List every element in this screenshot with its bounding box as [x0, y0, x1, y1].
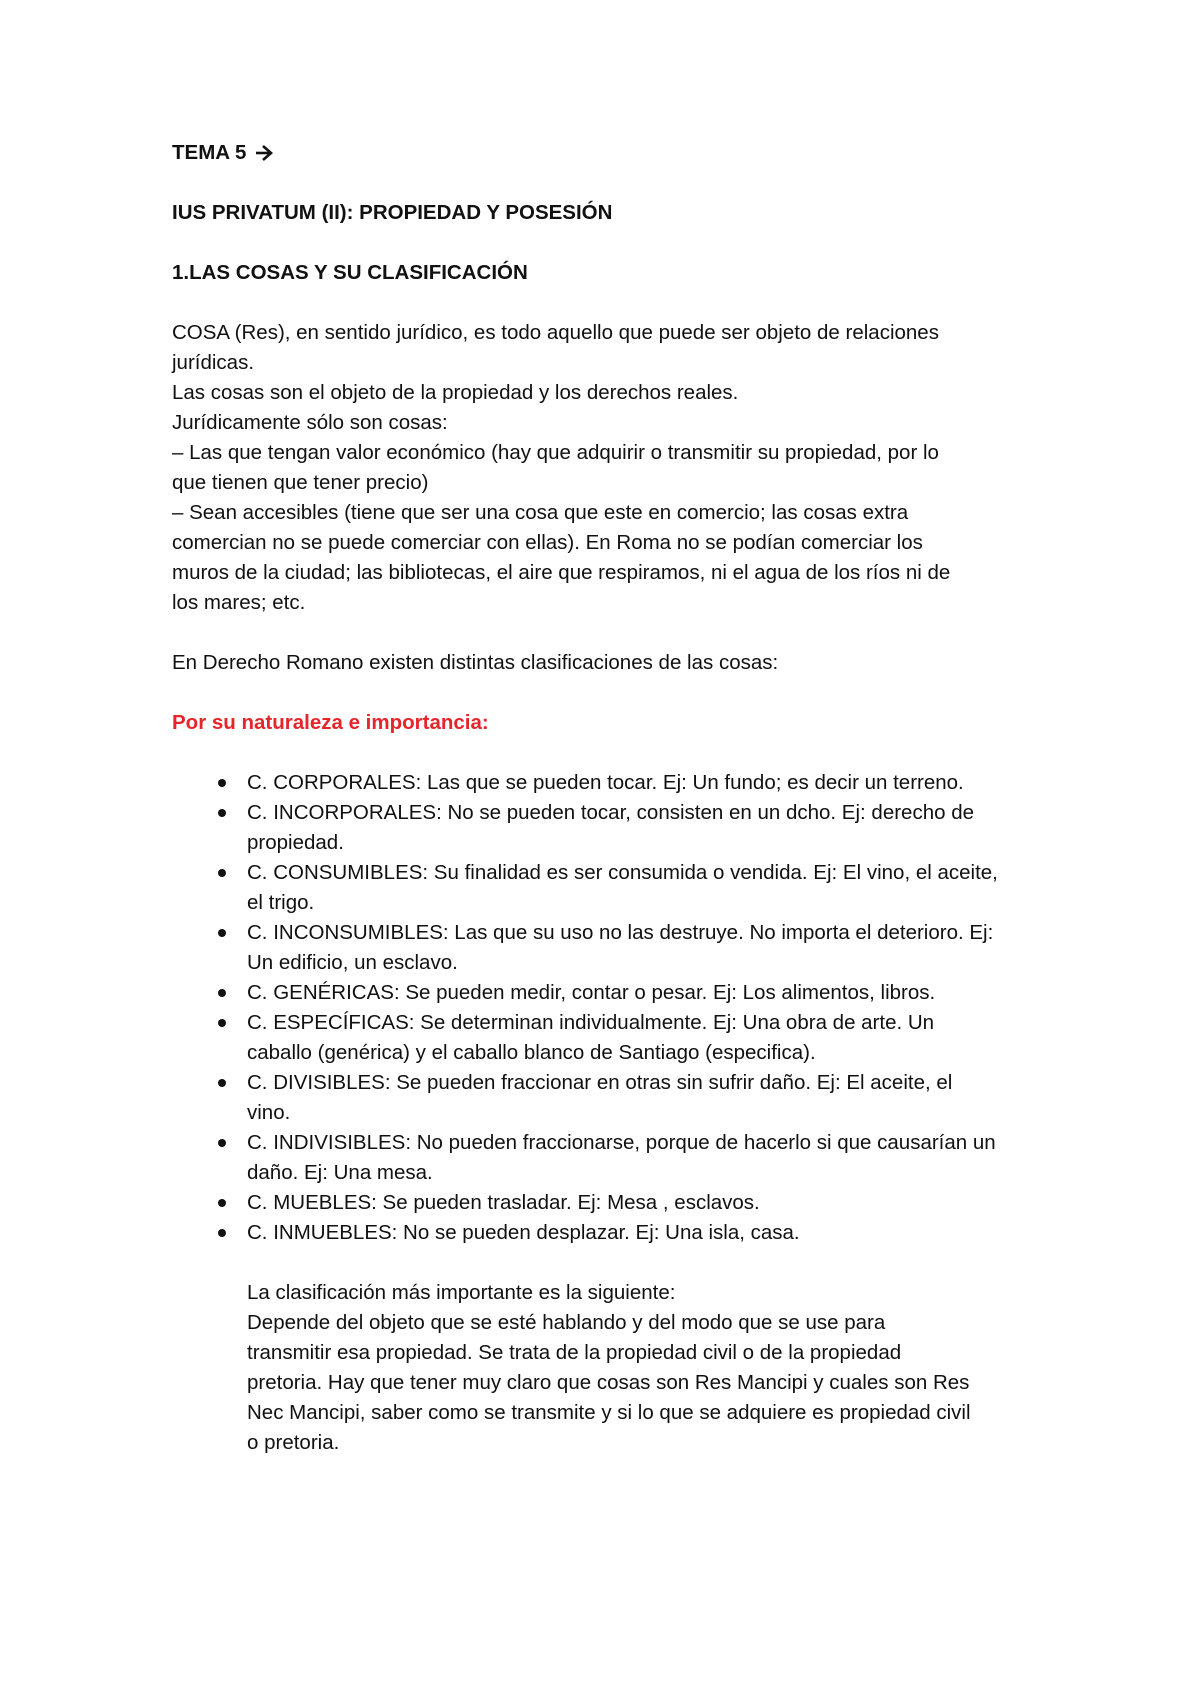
tema-heading [172, 138, 1052, 168]
bullet-icon [218, 869, 226, 877]
intro-paragraph [172, 318, 1052, 618]
list-item [172, 1008, 1052, 1068]
intro-line: que tienen que tener precio) [172, 471, 429, 494]
list-item-line: caballo (genérica) y el caballo blanco de Santiago (especifica). [247, 1041, 816, 1064]
section-heading: 1.LAS COSAS Y SU CLASIFICACIÓN [172, 261, 528, 284]
bullet-icon [218, 809, 226, 817]
intro-line: jurídicas. [172, 351, 255, 374]
bullet-icon [218, 1019, 226, 1027]
list-item [172, 768, 1052, 798]
closing-line: La clasificación más importante es la siguiente: [247, 1281, 676, 1304]
tema-label: TEMA 5 [172, 141, 247, 164]
closing-line: Nec Mancipi, saber como se transmite y si lo que se adquiere es propiedad civil [247, 1401, 971, 1424]
list-item-line: C. INDIVISIBLES: No pueden fraccionarse, porque de hacerlo si que causarían un [247, 1131, 996, 1154]
list-item-line: Un edificio, un esclavo. [247, 951, 458, 974]
list-item-line: C. INCORPORALES: No se pueden tocar, consisten en un dcho. Ej: derecho de [247, 801, 975, 824]
closing-line: pretoria. Hay que tener muy claro que cosas son Res Mancipi y cuales son Res [247, 1371, 970, 1394]
closing-paragraph [172, 1278, 1052, 1458]
list-item [172, 1218, 1052, 1248]
closing-line: transmitir esa propiedad. Se trata de la propiedad civil o de la propiedad [247, 1341, 902, 1364]
intro-line: – Las que tengan valor económico (hay que adquirir o transmitir su propiedad, por lo [172, 441, 939, 464]
list-item [172, 918, 1052, 978]
list-item [172, 798, 1052, 858]
list-item-line: daño. Ej: Una mesa. [247, 1161, 433, 1184]
document-page [172, 138, 1052, 1458]
bullet-icon [218, 1229, 226, 1237]
classifications-intro: En Derecho Romano existen distintas clasificaciones de las cosas: [172, 651, 779, 674]
list-item [172, 858, 1052, 918]
closing-line: o pretoria. [247, 1431, 340, 1454]
bullet-icon [218, 989, 226, 997]
list-item-line: el trigo. [247, 891, 315, 914]
list-item-line: C. INCONSUMIBLES: Las que su uso no las destruye. No importa el deterioro. Ej: [247, 921, 994, 944]
list-item-line: C. CONSUMIBLES: Su finalidad es ser consumida o vendida. Ej: El vino, el aceite, [247, 861, 998, 884]
bullet-icon [218, 1199, 226, 1207]
closing-line: Depende del objeto que se esté hablando y del modo que se use para [247, 1311, 886, 1334]
list-item-line: C. GENÉRICAS: Se pueden medir, contar o pesar. Ej: Los alimentos, libros. [247, 981, 936, 1004]
right-arrow-icon [254, 144, 274, 162]
list-item-line: C. INMUEBLES: No se pueden desplazar. Ej: Una isla, casa. [247, 1221, 800, 1244]
intro-line: los mares; etc. [172, 591, 306, 614]
intro-line: COSA (Res), en sentido jurídico, es todo aquello que puede ser objeto de relaciones [172, 321, 939, 344]
list-item-line: vino. [247, 1101, 291, 1124]
bullet-icon [218, 1079, 226, 1087]
list-item-line: C. MUEBLES: Se pueden trasladar. Ej: Mesa , esclavos. [247, 1191, 760, 1214]
intro-line: Jurídicamente sólo son cosas: [172, 411, 448, 434]
intro-line: muros de la ciudad; las bibliotecas, el aire que respiramos, ni el agua de los ríos ni de [172, 561, 951, 584]
list-item [172, 1128, 1052, 1188]
list-item-line: propiedad. [247, 831, 344, 854]
bullet-icon [218, 1139, 226, 1147]
list-item [172, 1188, 1052, 1218]
list-item [172, 978, 1052, 1008]
list-item-line: C. CORPORALES: Las que se pueden tocar. Ej: Un fundo; es decir un terreno. [247, 771, 964, 794]
intro-line: – Sean accesibles (tiene que ser una cosa que este en comercio; las cosas extra [172, 501, 909, 524]
list-item-line: C. DIVISIBLES: Se pueden fraccionar en otras sin sufrir daño. Ej: El aceite, el [247, 1071, 953, 1094]
intro-line: Las cosas son el objeto de la propiedad y los derechos reales. [172, 381, 739, 404]
bullet-icon [218, 779, 226, 787]
red-subheading: Por su naturaleza e importancia: [172, 711, 489, 734]
subject-heading: IUS PRIVATUM (II): PROPIEDAD Y POSESIÓN [172, 201, 613, 224]
classification-list [172, 768, 1052, 1248]
bullet-icon [218, 929, 226, 937]
list-item [172, 1068, 1052, 1128]
list-item-line: C. ESPECÍFICAS: Se determinan individualmente. Ej: Una obra de arte. Un [247, 1011, 935, 1034]
intro-line: comercian no se puede comerciar con ellas). En Roma no se podían comerciar los [172, 531, 923, 554]
